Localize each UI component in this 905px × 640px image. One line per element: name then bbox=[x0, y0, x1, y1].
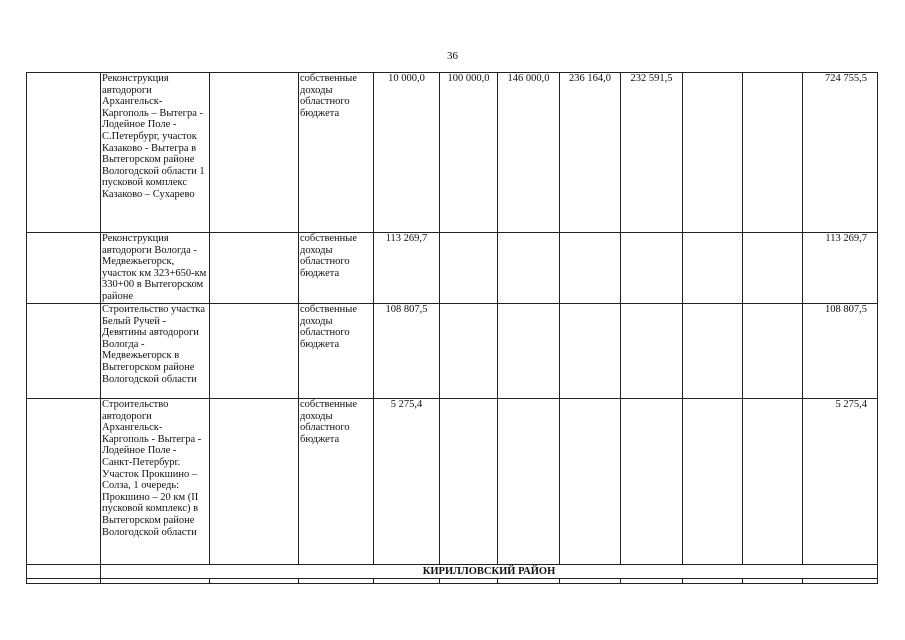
value-cell bbox=[440, 304, 498, 399]
value-cell: 10 000,0 bbox=[374, 73, 440, 233]
table-row bbox=[27, 399, 878, 565]
table-row bbox=[27, 579, 878, 584]
empty-cell bbox=[210, 73, 299, 233]
value-cell bbox=[743, 233, 803, 304]
funding-source-cell: собственные доходы областного бюджета bbox=[299, 399, 374, 565]
total-cell: 5 275,4 bbox=[803, 399, 878, 565]
funding-source-cell: собственные доходы областного бюджета bbox=[299, 73, 374, 233]
value-cell: 108 807,5 bbox=[374, 304, 440, 399]
value-cell bbox=[743, 73, 803, 233]
row-number-cell bbox=[27, 579, 101, 584]
total-cell: 113 269,7 bbox=[803, 233, 878, 304]
value-cell: 5 275,4 bbox=[374, 399, 440, 565]
project-name-cell: Строительство автодороги Архангельск-Каргополь - Вытегра - Лодейное Поле - Санкт-Петербург. Участок Прокшино – Солза, 1 очередь: Прокшино – 20 км (II пусковой комплекс) в Вытегорском районе Вологодской области bbox=[101, 399, 210, 565]
table-row bbox=[27, 233, 878, 304]
value-cell bbox=[621, 233, 683, 304]
total-cell: 724 755,5 bbox=[803, 73, 878, 233]
empty-cell bbox=[683, 579, 743, 584]
empty-cell bbox=[498, 579, 560, 584]
value-cell: 146 000,0 bbox=[498, 73, 560, 233]
empty-cell bbox=[210, 399, 299, 565]
empty-cell bbox=[299, 579, 374, 584]
value-cell bbox=[498, 399, 560, 565]
table-row bbox=[27, 73, 878, 233]
value-cell bbox=[560, 304, 621, 399]
row-number-cell bbox=[27, 565, 101, 579]
funding-source-cell: собственные доходы областного бюджета bbox=[299, 233, 374, 304]
value-cell bbox=[498, 233, 560, 304]
table-row bbox=[27, 304, 878, 399]
value-cell bbox=[743, 399, 803, 565]
empty-cell bbox=[210, 579, 299, 584]
value-cell bbox=[621, 304, 683, 399]
district-header-row bbox=[27, 565, 878, 579]
value-cell bbox=[621, 399, 683, 565]
empty-cell bbox=[440, 579, 498, 584]
value-cell: 100 000,0 bbox=[440, 73, 498, 233]
value-cell bbox=[683, 399, 743, 565]
empty-cell bbox=[803, 579, 878, 584]
empty-cell bbox=[621, 579, 683, 584]
row-number-cell bbox=[27, 399, 101, 565]
value-cell: 236 164,0 bbox=[560, 73, 621, 233]
value-cell: 232 591,5 bbox=[621, 73, 683, 233]
empty-cell bbox=[374, 579, 440, 584]
empty-cell bbox=[210, 233, 299, 304]
value-cell bbox=[560, 233, 621, 304]
total-cell: 108 807,5 bbox=[803, 304, 878, 399]
project-name-cell: Строительство участка Белый Ручей - Девятины автодороги Вологда - Медвежьегорск в Вытегорском районе Вологодской области bbox=[101, 304, 210, 399]
value-cell: 113 269,7 bbox=[374, 233, 440, 304]
empty-cell bbox=[210, 304, 299, 399]
empty-cell bbox=[743, 579, 803, 584]
funding-source-cell: собственные доходы областного бюджета bbox=[299, 304, 374, 399]
project-name-cell: Реконструкция автодороги Вологда - Медвежьегорск, участок км 323+650-км 330+00 в Вытегорском районе bbox=[101, 233, 210, 304]
budget-table bbox=[26, 72, 878, 584]
value-cell bbox=[498, 304, 560, 399]
page-number: 36 bbox=[447, 50, 458, 62]
value-cell bbox=[440, 233, 498, 304]
row-number-cell bbox=[27, 73, 101, 233]
value-cell bbox=[683, 233, 743, 304]
empty-cell bbox=[101, 579, 210, 584]
value-cell bbox=[440, 399, 498, 565]
district-title: КИРИЛЛОВСКИЙ РАЙОН bbox=[101, 565, 878, 579]
row-number-cell bbox=[27, 304, 101, 399]
value-cell bbox=[743, 304, 803, 399]
row-number-cell bbox=[27, 233, 101, 304]
value-cell bbox=[683, 304, 743, 399]
value-cell bbox=[560, 399, 621, 565]
value-cell bbox=[683, 73, 743, 233]
project-name-cell: Реконструкция автодороги Архангельск-Каргополь – Вытегра - Лодейное Поле - С.Петербург, участок Казаково - Вытегра в Вытегорском районе Вологодской области 1 пусковой комплекс Казаково – Сухарево bbox=[101, 73, 210, 233]
empty-cell bbox=[560, 579, 621, 584]
